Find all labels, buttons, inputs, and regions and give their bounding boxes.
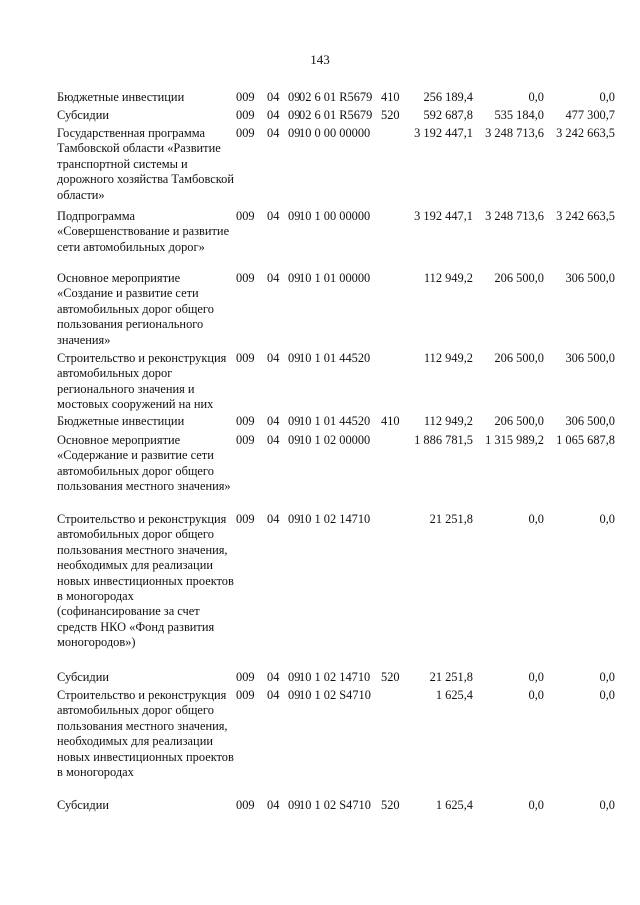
row-name: Бюджетные инвестиции	[57, 90, 185, 104]
row-section-code: 04	[267, 126, 280, 140]
row-expense-type: 410	[381, 414, 400, 428]
row-section-code: 04	[267, 90, 280, 104]
row-sum-2: 0,0	[528, 512, 544, 526]
table-row	[57, 351, 617, 414]
row-subsection-code: 09	[288, 670, 301, 684]
row-section-code: 04	[267, 798, 280, 812]
table-row	[57, 126, 617, 209]
row-name: Государственная программа Тамбовской области «Развитие транспортной системы и дорожного хозяйства Тамбовской области»	[57, 126, 234, 202]
table-row	[57, 90, 617, 108]
row-section-code: 04	[267, 433, 280, 447]
table-row	[57, 209, 617, 271]
row-sum-2: 0,0	[528, 90, 544, 104]
row-sum-1: 1 625,4	[435, 688, 473, 702]
row-target-article: 02 6 01 R5679	[299, 108, 373, 122]
row-sum-2: 535 184,0	[494, 108, 544, 122]
row-sum-2: 3 248 713,6	[485, 209, 544, 223]
row-sum-3: 306 500,0	[565, 351, 615, 365]
page-number: 143	[310, 52, 330, 67]
row-gr-code: 009	[236, 688, 255, 702]
row-sum-3: 3 242 663,5	[556, 209, 615, 223]
row-section-code: 04	[267, 512, 280, 526]
row-sum-2: 206 500,0	[494, 414, 544, 428]
row-expense-type: 520	[381, 108, 400, 122]
row-gr-code: 009	[236, 351, 255, 365]
row-sum-1: 592 687,8	[423, 108, 473, 122]
row-expense-type: 520	[381, 670, 400, 684]
row-sum-3: 1 065 687,8	[556, 433, 615, 447]
row-gr-code: 009	[236, 798, 255, 812]
row-expense-type: 410	[381, 90, 400, 104]
table-row	[57, 512, 617, 670]
row-sum-2: 0,0	[528, 688, 544, 702]
row-sum-2: 1 315 989,2	[485, 433, 544, 447]
row-target-article: 10 1 01 00000	[299, 271, 371, 285]
row-sum-3: 0,0	[599, 798, 615, 812]
row-gr-code: 009	[236, 108, 255, 122]
row-target-article: 02 6 01 R5679	[299, 90, 373, 104]
row-subsection-code: 09	[288, 798, 301, 812]
table-row	[57, 670, 617, 688]
row-section-code: 04	[267, 108, 280, 122]
row-name: Подпрограмма «Совершенствование и развитие сети автомобильных дорог»	[57, 209, 230, 254]
row-target-article: 10 1 00 00000	[299, 209, 371, 223]
row-section-code: 04	[267, 271, 280, 285]
row-target-article: 10 1 01 44520	[299, 351, 371, 365]
row-section-code: 04	[267, 670, 280, 684]
row-sum-1: 1 625,4	[435, 798, 473, 812]
row-name: Субсидии	[57, 670, 109, 684]
row-gr-code: 009	[236, 512, 255, 526]
table-row	[57, 108, 617, 126]
row-gr-code: 009	[236, 209, 255, 223]
row-sum-3: 0,0	[599, 688, 615, 702]
row-sum-2: 0,0	[528, 798, 544, 812]
row-sum-3: 0,0	[599, 512, 615, 526]
row-subsection-code: 09	[288, 433, 301, 447]
row-subsection-code: 09	[288, 126, 301, 140]
row-name: Основное мероприятие «Создание и развитие сети автомобильных дорог общего пользования регионального значения»	[57, 271, 214, 347]
row-gr-code: 009	[236, 271, 255, 285]
row-subsection-code: 09	[288, 90, 301, 104]
row-gr-code: 009	[236, 90, 255, 104]
row-sum-3: 0,0	[599, 670, 615, 684]
row-name: Строительство и реконструкция автомобильных дорог общего пользования местного значения, необходимых для реализации новых инвестиционных проектов в моногородах (софинансирование за счет средств НКО «Фонд развития моногородов»)	[57, 512, 234, 650]
row-sum-3: 3 242 663,5	[556, 126, 615, 140]
row-name: Бюджетные инвестиции	[57, 414, 185, 428]
table-row	[57, 798, 617, 816]
row-expense-type: 520	[381, 798, 400, 812]
row-target-article: 10 1 02 S4710	[299, 798, 371, 812]
row-subsection-code: 09	[288, 512, 301, 526]
row-section-code: 04	[267, 351, 280, 365]
row-sum-1: 112 949,2	[423, 271, 473, 285]
row-sum-1: 256 189,4	[423, 90, 473, 104]
row-name: Строительство и реконструкция автомобильных дорог регионального значения и мостовых сооружений на них	[57, 351, 227, 412]
row-sum-1: 112 949,2	[423, 351, 473, 365]
row-sum-3: 477 300,7	[565, 108, 615, 122]
row-subsection-code: 09	[288, 209, 301, 223]
row-sum-1: 1 886 781,5	[414, 433, 473, 447]
table-row	[57, 271, 617, 351]
row-sum-2: 206 500,0	[494, 351, 544, 365]
row-sum-2: 0,0	[528, 670, 544, 684]
row-gr-code: 009	[236, 670, 255, 684]
row-subsection-code: 09	[288, 688, 301, 702]
row-target-article: 10 1 02 14710	[299, 512, 371, 526]
row-section-code: 04	[267, 414, 280, 428]
row-sum-1: 112 949,2	[423, 414, 473, 428]
row-sum-1: 3 192 447,1	[414, 209, 473, 223]
row-subsection-code: 09	[288, 108, 301, 122]
row-subsection-code: 09	[288, 351, 301, 365]
row-sum-3: 306 500,0	[565, 414, 615, 428]
row-sum-3: 306 500,0	[565, 271, 615, 285]
row-target-article: 10 0 00 00000	[299, 126, 371, 140]
row-sum-3: 0,0	[599, 90, 615, 104]
row-gr-code: 009	[236, 433, 255, 447]
table-row	[57, 688, 617, 798]
row-target-article: 10 1 02 14710	[299, 670, 371, 684]
budget-table	[57, 90, 617, 816]
row-subsection-code: 09	[288, 414, 301, 428]
row-name: Субсидии	[57, 798, 109, 812]
row-sum-1: 3 192 447,1	[414, 126, 473, 140]
row-target-article: 10 1 02 00000	[299, 433, 371, 447]
row-target-article: 10 1 02 S4710	[299, 688, 371, 702]
table-row	[57, 414, 617, 433]
row-name: Основное мероприятие «Содержание и развитие сети автомобильных дорог общего пользования местного значения»	[57, 433, 231, 494]
row-sum-1: 21 251,8	[429, 670, 473, 684]
row-sum-2: 3 248 713,6	[485, 126, 544, 140]
row-section-code: 04	[267, 209, 280, 223]
row-target-article: 10 1 01 44520	[299, 414, 371, 428]
row-name: Строительство и реконструкция автомобильных дорог общего пользования местного значения, необходимых для реализации новых инвестиционных проектов в моногородах	[57, 688, 234, 780]
row-sum-2: 206 500,0	[494, 271, 544, 285]
row-name: Субсидии	[57, 108, 109, 122]
row-section-code: 04	[267, 688, 280, 702]
row-gr-code: 009	[236, 126, 255, 140]
row-sum-1: 21 251,8	[429, 512, 473, 526]
row-subsection-code: 09	[288, 271, 301, 285]
table-row	[57, 433, 617, 512]
row-gr-code: 009	[236, 414, 255, 428]
